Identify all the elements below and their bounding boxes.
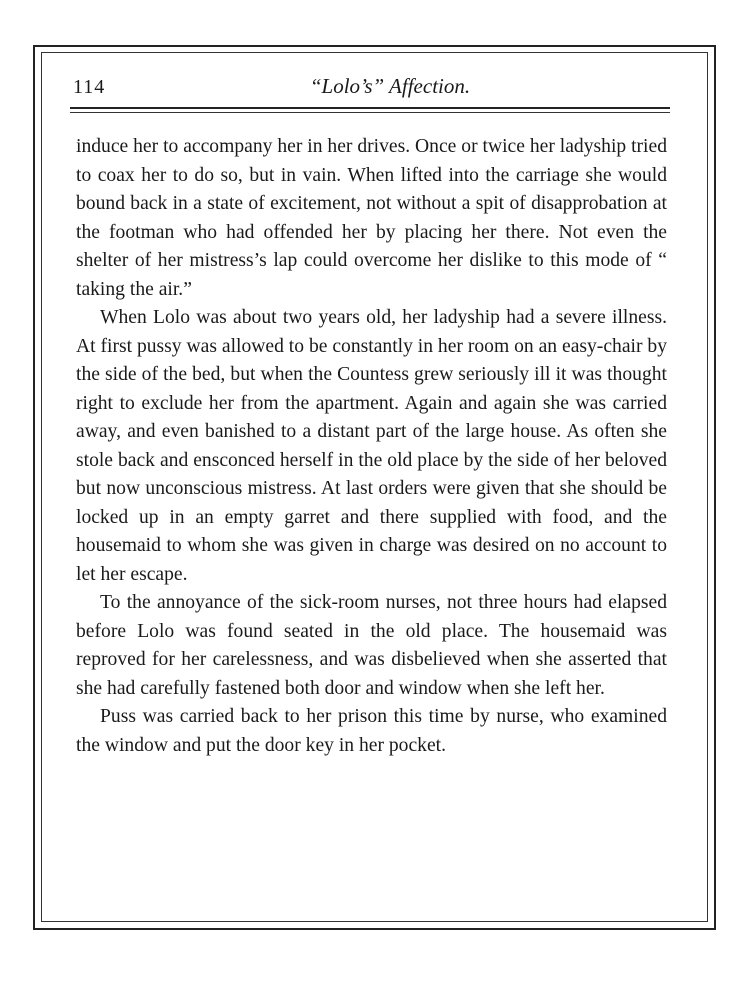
paragraph: To the annoyance of the sick-room nurses, not three hours had elapsed before Lolo was found seated in the old place. The housemaid was reproved for her carelessness, and was disbelieved when she asserted that she had carefully fastened both door and window when she left her. xyxy=(76,592,667,699)
body-text xyxy=(76,133,667,760)
header-rule-thin xyxy=(70,112,670,113)
header-rule-thick xyxy=(70,107,670,109)
paragraph-continued: induce her to accompany her in her drives. Once or twice her ladyship tried to coax her to do so, but in vain. When lifted into the carriage she would bound back in a state of excitement, not without a spit of disapprobation at the footman who had offended her by placing her there. Not even the shelter of her mistress’s lap could overcome her dislike to this mode of “ taking the air.” xyxy=(76,136,667,300)
paragraph: When Lolo was about two years old, her ladyship had a severe illness. At first pussy was allowed to be constantly in her room on an easy-chair by the side of the bed, but when the Countess grew seriously ill it was thought right to exclude her from the apartment. Again and again she was carried away, and even banished to a distant part of the large house. As often she stole back and ensconced herself in the old place by the side of her beloved but now unconscious mistress. At last orders were given that she should be locked up in an empty garret and there supplied with food, and the housemaid to whom she was given in charge was desired on no account to let her escape. xyxy=(76,307,667,585)
page-header xyxy=(73,72,667,106)
paragraph: Puss was carried back to her prison this time by nurse, who examined the window and put the door key in her pocket. xyxy=(76,706,667,756)
page-number: 114 xyxy=(73,76,106,98)
running-title: “Lolo’s” Affection. xyxy=(309,74,471,98)
